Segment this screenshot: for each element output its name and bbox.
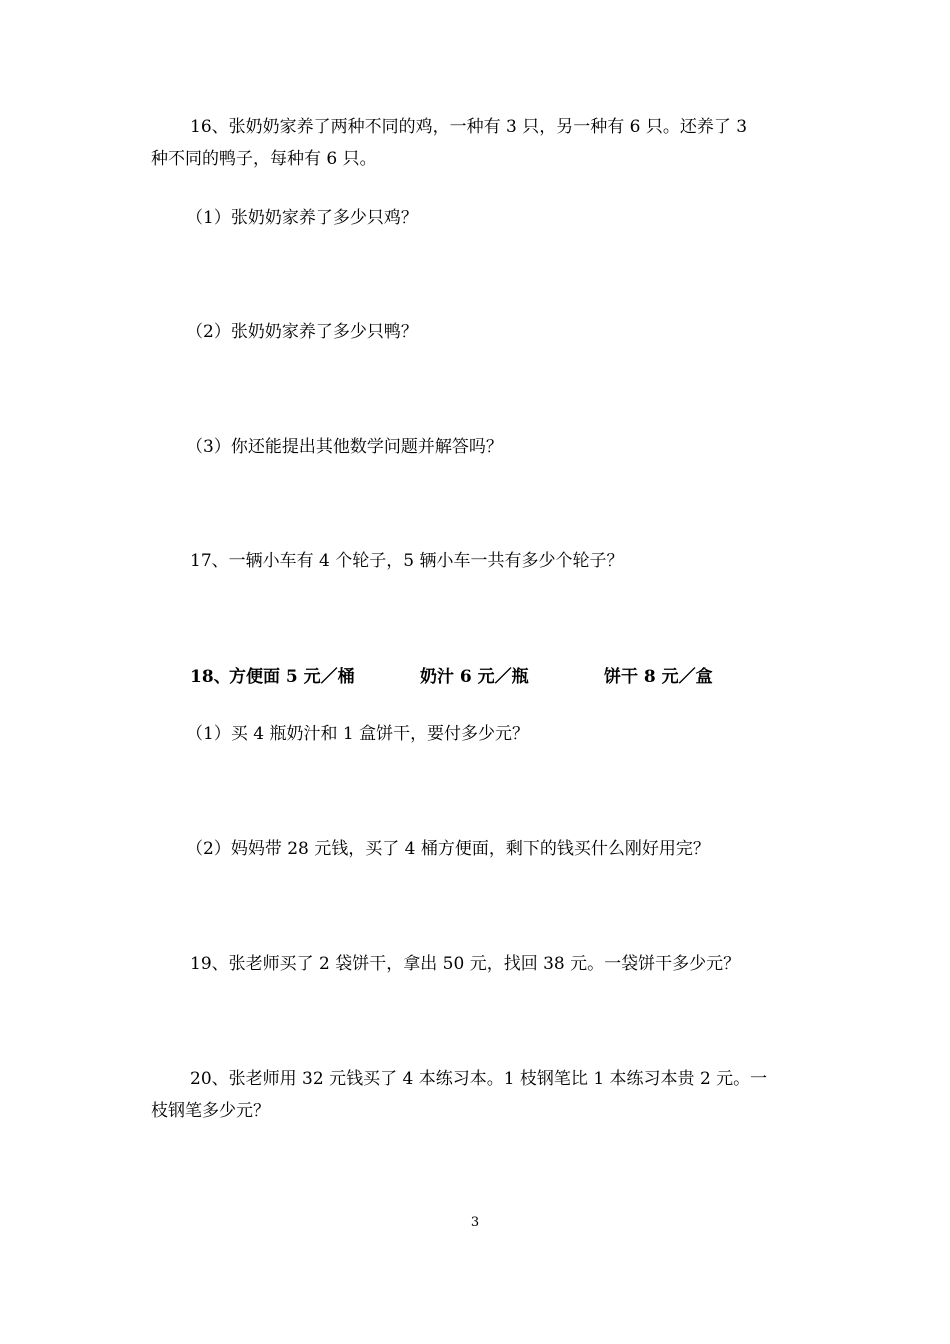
question-16-part-3: （3）你还能提出其他数学问题并解答吗？: [186, 437, 503, 457]
question-16-part-2: （2）张奶奶家养了多少只鸭？: [186, 322, 418, 342]
question-16-part-1: （1）张奶奶家养了多少只鸡？: [186, 208, 418, 228]
page-number: 3: [470, 1215, 480, 1230]
question-19: 19、张老师买了 2 袋饼干，拿出 50 元，找回 38 元。一袋饼干多少元？: [190, 954, 741, 974]
question-18-part-1: （1）买 4 瓶奶汁和 1 盒饼干，要付多少元？: [186, 724, 530, 744]
price-milk: 奶汁 6 元／瓶: [420, 667, 529, 687]
question-16-line-2: 种不同的鸭子，每种有 6 只。: [151, 149, 377, 169]
question-17: 17、一辆小车有 4 个轮子，5 辆小车一共有多少个轮子？: [190, 551, 624, 571]
price-biscuits: 饼干 8 元／盒: [604, 667, 713, 687]
question-20-line-2: 枝钢笔多少元？: [151, 1101, 270, 1121]
question-16-line-1: 16、张奶奶家养了两种不同的鸡，一种有 3 只，另一种有 6 只。还养了 3: [190, 117, 748, 137]
question-18-number: 18、: [190, 667, 231, 687]
question-20-line-1: 20、张老师用 32 元钱买了 4 本练习本。1 枝钢笔比 1 本练习本贵 2 元。一: [190, 1069, 768, 1089]
question-18-part-2: （2）妈妈带 28 元钱，买了 4 桶方便面，剩下的钱买什么刚好用完？: [186, 839, 710, 859]
price-instant-noodles: 方便面 5 元／桶: [229, 667, 355, 687]
